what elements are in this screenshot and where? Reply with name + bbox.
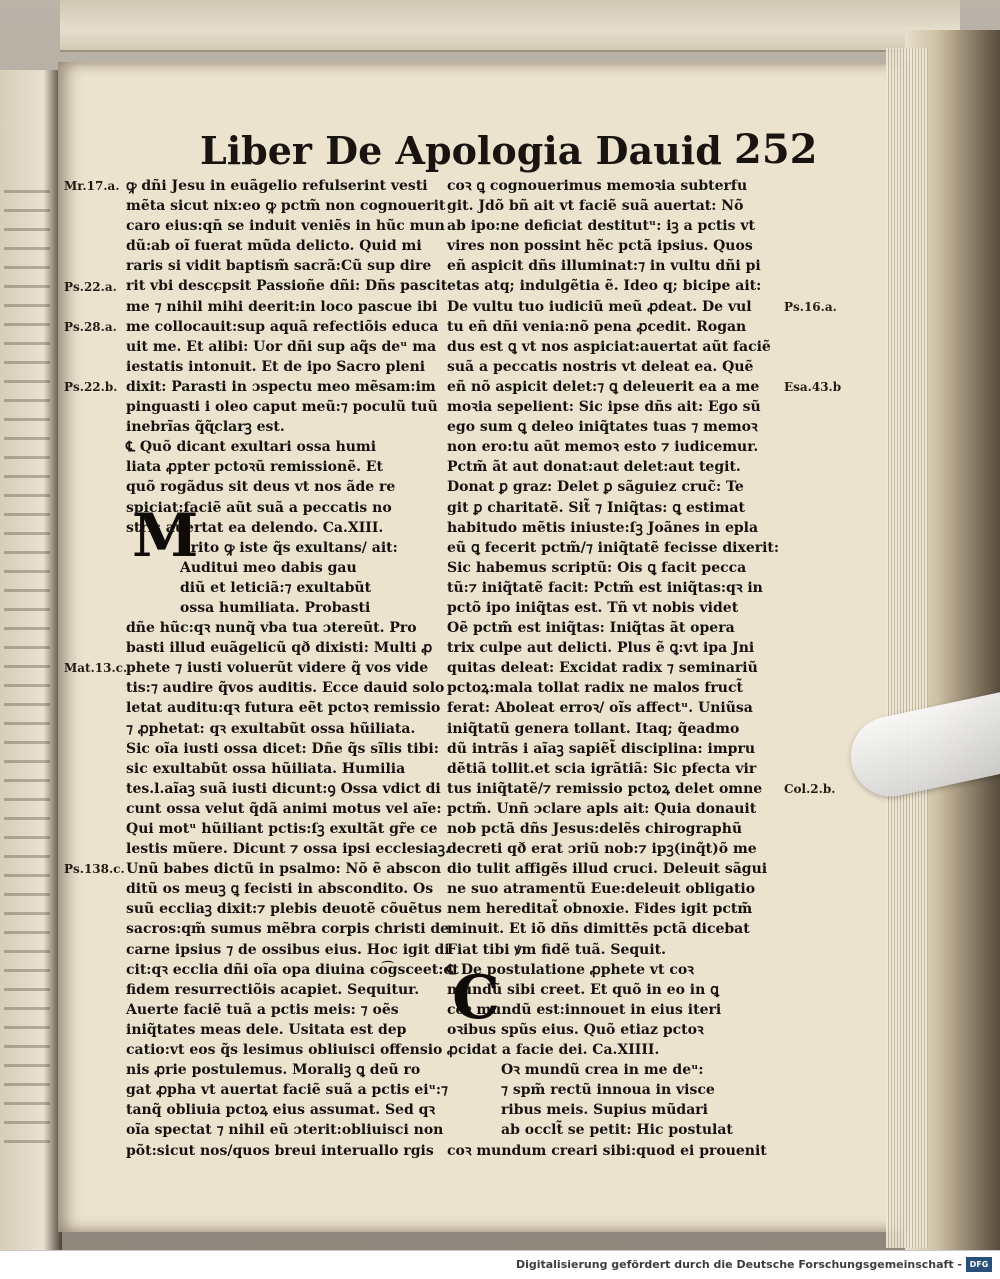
- text-line: caro eius:qn̄ se induit veniẽs in hũc mun: [126, 218, 445, 235]
- text-line: ꝓcidat a facie dei. Ca.XIIII.: [447, 1042, 660, 1059]
- text-line: nis ꝓrie postulemus. Moraliꝫ ꝗ deũ ro: [126, 1062, 421, 1079]
- text-line: pctoꝝ:mala tollat radix ne malos fruct̃: [447, 680, 743, 697]
- text-line: Erito ꝙ iste q̃s exultans/ ait:: [180, 539, 398, 556]
- text-line: iniq̃tates meas dele. Usitata est dep: [126, 1021, 407, 1038]
- text-line: ditũ os meuꝫ ꝗ fecisti in abscondito. Os: [126, 881, 434, 898]
- text-line: inebrĩas q̃ɋ̃clarꝫ est.: [126, 419, 285, 436]
- text-line: coꝛ ꝗ cognouerimus memoꝛia subterfu: [447, 178, 748, 194]
- running-title: Liber De Apologia Dauid: [200, 128, 722, 173]
- text-line: trix culpe aut delicti. Plus ẽ ꝗ:vt ipa Jni: [447, 640, 755, 657]
- text-line: basti illud euãgelicũ qð dixisti: Multi ꝓ: [126, 640, 433, 657]
- text-line: ossa humiliata. Probasti: [180, 599, 371, 616]
- text-line: uit me. Et alibi: Uor dñi sup aq̃s deᵘ ma: [126, 338, 437, 355]
- text-line: ab occlt̃ se petit: Hic postulat: [501, 1122, 733, 1139]
- text-line: tanq̃ obliuia pctoꝝ eius assumat. Sed qꝛ: [126, 1102, 436, 1119]
- text-line: sacros:qm̃ sumus mẽbra corpis christi de: [126, 921, 450, 938]
- text-line: sic exultabũt ossa hũiliata. Humilia: [126, 760, 406, 777]
- text-line: coꝛ mundũ est:innouet in eius iteri: [447, 1001, 722, 1018]
- footer-bar: [0, 1250, 1000, 1279]
- text-line: nob pctã dñs Jesus:delẽs chirographũ: [447, 821, 743, 837]
- text-line: vires non possint hẽc pctã ipsius. Quos: [447, 238, 753, 255]
- text-line: fidem resurrectiõis acapiet. Sequitur.: [126, 981, 420, 998]
- text-line: Qui motᵘ hũiliant pctis:ſꝫ exultãt gr̃e ce: [126, 821, 438, 837]
- text-line: stris auertat ea delendo. Ca.XIII.: [126, 519, 384, 536]
- text-line: mẽta sicut nix:eo ꝙ pctm̃ non cognouerit: [126, 198, 446, 215]
- text-line: raris si vidit baptism̃ sacrã:Cũ sup dire: [126, 258, 432, 275]
- text-line: coꝛ mundum creari sibi:quod ei prouenit: [447, 1142, 767, 1159]
- left-text-column: [126, 176, 459, 1161]
- text-line: quõ rogãdus sit deus vt nos ãde re: [126, 479, 396, 496]
- text-line: moꝛia sepelient: Sic ipse dñs ait: Ego sũ: [447, 399, 761, 416]
- text-line: quitas deleat: Excidat radix ⁊ seminariũ: [447, 660, 758, 677]
- left-page-faint-text: [4, 190, 50, 1150]
- drop-cap-right: C: [452, 963, 500, 1033]
- text-line: non ero:tu aũt memoꝛ esto ⁊ iudicemur.: [447, 439, 759, 456]
- text-line: lestis mũere. Dicunt ⁊ ossa ipsi ecclesiaꝫ.: [126, 841, 450, 858]
- text-line: ⁊ spm̃ rectũ innoua in visce: [501, 1082, 715, 1099]
- text-line: ꝙ dñi Jesu in euãgelio refulserint vesti: [126, 178, 428, 194]
- text-line: phete ⁊ iusti voluerũt videre q̃ vos vide: [126, 660, 429, 677]
- text-line: habitudo mẽtis iniuste:ſꝫ Joãnes in epla: [447, 519, 759, 536]
- text-line: git. Jdõ bñ ait vt faciẽ suã auertat: Nõ: [447, 198, 744, 215]
- text-line: tus iniq̃tatẽ/⁊ remissio pctoꝝ delet omne: [447, 780, 763, 797]
- text-line: tũ:⁊ iniq̃tatẽ facit: Pctm̃ est iniq̃tas:qꝛ in: [447, 579, 763, 596]
- text-line: etas atq; indulgẽtia ẽ. Ideo q; bicipe ait:: [447, 278, 762, 295]
- margin-note: Ps.22.b.: [64, 380, 118, 394]
- text-line: cunt ossa velut q̃dã animi motus vel aĩe:: [126, 800, 442, 817]
- text-line: cit:qꝛ ecclia dñi oĩa opa diuina co͡gsceet:et: [126, 961, 459, 978]
- text-line: catio:vt eos q̃s lesimus obliuisci offensio: [126, 1042, 443, 1059]
- margin-note: Mr.17.a.: [64, 179, 120, 193]
- text-line: Sic oĩa iusti ossa dicet: Dñe q̃s sĩlis tibi:: [126, 740, 439, 757]
- text-line: dẽtiã tollit.et scia igrãtiã: Sic pfecta vir: [447, 760, 757, 777]
- text-line: tes.l.aĩaꝫ suã iusti dicunt:ꝯ Ossa vdict di: [126, 780, 441, 797]
- drop-cap-left: M: [132, 501, 199, 571]
- text-line: ℄ De postulatione ꝓphete vt coꝛ: [447, 961, 694, 978]
- text-line: tu eñ dñi venia:nõ pena ꝓcedit. Rogan: [447, 318, 747, 335]
- text-line: me collocauit:sup aquã refectiõis educa: [126, 318, 439, 335]
- text-line: põt:sicut nos/quos breui interuallo rgis: [126, 1142, 434, 1159]
- text-line: dixit: Parasti in ɔspectu meo mẽsam:im: [126, 378, 436, 395]
- text-line: nem hereditat̃ obnoxie. Fides igit pctm̃: [447, 901, 753, 918]
- text-line: dio tulit affigẽs illud cruci. Deleuit sãgui: [447, 861, 768, 878]
- text-line: spiciat:faciẽ aũt suã a peccatis no: [126, 499, 392, 516]
- text-line: De vultu tuo iudiciũ meũ ꝓdeat. De vul: [447, 298, 752, 315]
- text-line: pctõ ipo iniq̃tas est. Tñ vt nobis videt: [447, 599, 739, 616]
- text-line: Auditui meo dabis gau: [180, 559, 357, 576]
- page-edges: [886, 48, 928, 1248]
- text-line: Auerte faciẽ tuã a pctis meis: ⁊ oẽs: [126, 1001, 399, 1018]
- text-line: pctm̃. Unñ ɔclare apls ait: Quia donauit: [447, 800, 757, 817]
- text-line: ego sum ꝗ deleo iniq̃tates tuas ⁊ memoꝛ: [447, 419, 758, 436]
- text-line: ne suo atramentũ Eue:deleuit obligatio: [447, 881, 756, 898]
- text-line: dũ intrãs i aĩaꝫ sapiẽt̃ disciplina: impru: [447, 740, 756, 757]
- text-line: carne ipsius ⁊ de ossibus eius. Hoc igit di: [126, 941, 450, 958]
- text-line: ab ipo:ne deficiat destitutᵘ: iꝫ a pctis vt: [447, 218, 755, 235]
- text-line: dũ:ab oĩ fuerat mũda delicto. Quid mi: [126, 238, 422, 255]
- text-line: Sic habemus scriptũ: Ois ꝗ facit pecca: [447, 559, 747, 576]
- text-line: ferat: Aboleat erroꝛ/ oĩs affectᵘ. Uniũsa: [447, 700, 753, 717]
- text-line: dñe hũc:qꝛ nunq̃ vba tua ɔtereũt. Pro: [126, 620, 417, 637]
- text-line: eũ ꝗ fecerit pctm̃/⁊ iniq̃tatẽ fecisse dixerit:: [447, 539, 780, 556]
- text-line: Oẽ pctm̃ est iniq̃tas: Iniq̃tas ãt opera: [447, 620, 735, 637]
- dfg-logo: DFG: [966, 1257, 992, 1272]
- text-line: iniq̃tatũ genera tollant. Itaq; q̃eadmo: [447, 720, 740, 737]
- margin-note: Ps.16.a.: [784, 299, 837, 314]
- text-line: gat ꝓpha vt auertat faciẽ suã a pctis eiᵘ:⁊: [126, 1082, 448, 1099]
- text-line: dus est ꝗ vt nos aspiciat:auertat aũt faciẽ: [447, 338, 771, 355]
- book-top-edge: [60, 0, 960, 52]
- text-line: letat auditu:qꝛ futura eẽt pctoꝛ remissio: [126, 700, 441, 717]
- margin-note: Ps.138.c.: [64, 862, 125, 877]
- folio-number: 252: [734, 126, 818, 173]
- margin-note: Ps.28.a.: [64, 319, 117, 334]
- text-line: liata ꝓpter pctoꝛũ remissionẽ. Et: [126, 459, 383, 476]
- text-line: diũ et leticiã:⁊ exultabũt: [180, 579, 372, 596]
- footer-credit: Digitalisierung gefördert durch die Deutsche Forschungsgemeinschaft -: [515, 1258, 962, 1271]
- text-line: rit vbi descɕpsit Passioñe dñi: Dñs pascit: [126, 278, 448, 295]
- text-line: pinguasti i oleo caput meũ:⁊ poculũ tuũ: [126, 399, 438, 416]
- text-line: decreti qð erat ɔriũ nob:⁊ ipꝫ(inq̃t)õ me: [447, 841, 757, 858]
- text-line: git ꝑ charitatẽ. Sit̃ ⁊ Iniq̃tas: ꝗ estimat: [447, 499, 745, 516]
- text-line: Donat ꝑ graz: Delet ꝑ sãguiez cruc̃: Te: [447, 479, 744, 496]
- text-line: me ⁊ nihil mihi deerit:in loco pascue ibi: [126, 298, 438, 315]
- margin-note: Col.2.b.: [784, 782, 836, 796]
- text-line: oĩa spectat ⁊ nihil eũ ɔterit:obliuisci non: [126, 1122, 444, 1139]
- text-line: eñ aspicit dñs illuminat:⁊ in vultu dñi pi: [447, 258, 761, 275]
- left-page-leaf: [0, 70, 62, 1250]
- text-line: Oꝛ mundũ crea in me deᵘ:: [501, 1062, 704, 1079]
- text-line: suã a peccatis nostris vt deleat ea. Quẽ: [447, 358, 754, 375]
- text-line: Pctm̃ ãt aut donat:aut delet:aut tegit.: [447, 459, 741, 476]
- text-line: minuit. Et iõ dñs dimittẽs pctã dicebat: [447, 921, 750, 938]
- text-line: ⁊ ꝓphetat: qꝛ exultabũt ossa hũiliata.: [126, 720, 416, 737]
- text-line: Unũ babes dictũ in psalmo: Nõ ẽ abscon: [126, 861, 442, 878]
- margin-note: Esa.43.b: [784, 380, 842, 394]
- text-line: mundũ sibi creet. Et quõ in eo in ꝗ: [447, 981, 720, 998]
- text-line: iestatis intonuit. Et de ipo Sacro pleni: [126, 358, 426, 375]
- text-line: suũ eccliaꝫ dixit:⁊ plebis deuotẽ cõuẽtus: [126, 901, 442, 918]
- text-line: ribus meis. Supius mũdari: [501, 1102, 708, 1119]
- margin-note: Mat.13.c.: [64, 661, 128, 676]
- text-line: tis:⁊ audire q̃vos auditis. Ecce dauid solo: [126, 680, 445, 697]
- margin-note: Ps.22.a.: [64, 279, 117, 294]
- text-line: Fiat tibi ꝟm fidẽ tuã. Sequit.: [447, 941, 667, 958]
- text-line: ℄ Quõ dicant exultari ossa humi: [126, 439, 377, 456]
- text-line: oꝛibus spũs eius. Quõ etiaz pctoꝛ: [447, 1021, 704, 1038]
- text-line: eñ nõ aspicit delet:⁊ ꝗ deleuerit ea a me: [447, 378, 760, 395]
